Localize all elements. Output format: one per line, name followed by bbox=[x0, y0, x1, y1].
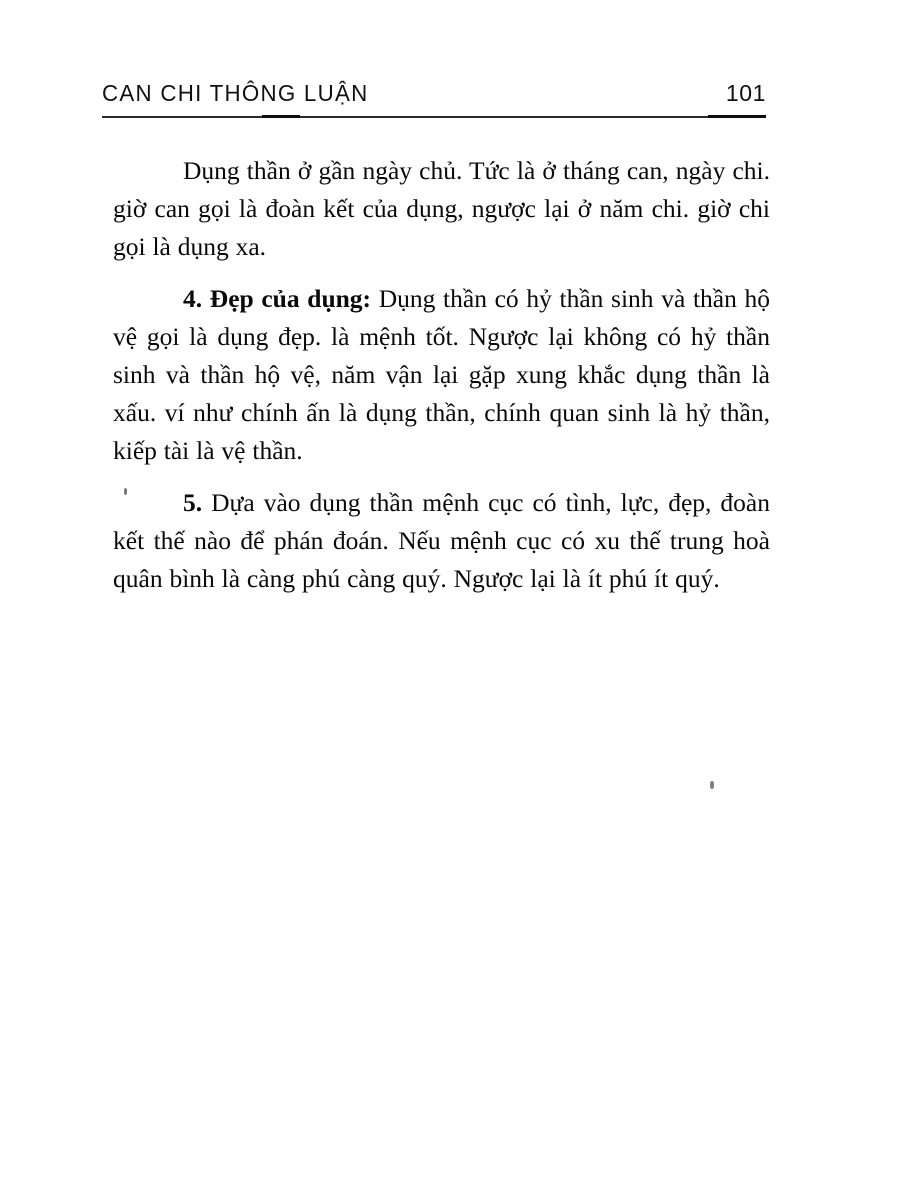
header-divider bbox=[102, 116, 766, 118]
section-5-heading: 5. bbox=[183, 488, 203, 517]
page-title: CAN CHI THÔNG LUẬN bbox=[102, 80, 369, 106]
section-4-heading: 4. Đẹp của dụng: bbox=[183, 284, 372, 313]
paragraph-1 bbox=[113, 152, 770, 266]
scan-speck-left bbox=[124, 488, 127, 495]
paragraph-2-text: Dụng thần có hỷ thần sinh và thần hộ vệ gọi là dụng đẹp. là mệnh tốt. Ngược lại không có hỷ thần sinh và thần hộ vệ, năm vận lại gặp xung khắc dụng thần là xấu. ví như chính ấn là dụng thần, chính quan sinh là hỷ thần, kiếp tài là vệ thần. bbox=[113, 284, 770, 465]
paragraph-3-text: Dựa vào dụng thần mệnh cục có tình, lực, đẹp, đoàn kết thế nào để phán đoán. Nếu mệnh cục có xu thế trung hoà quân bình là càng phú càng quý. Ngược lại là ít phú ít quý. bbox=[113, 488, 770, 593]
page-number: 101 bbox=[725, 80, 766, 106]
paragraph-1-text: Dụng thần ở gần ngày chủ. Tức là ở tháng can, ngày chi. giờ can gọi là đoàn kết của dụng, ngược lại ở năm chi. giờ chi gọi là dụng xa. bbox=[113, 156, 770, 261]
body-text-column bbox=[113, 152, 770, 598]
paragraph-3 bbox=[113, 484, 770, 598]
paragraph-2 bbox=[113, 280, 770, 470]
scan-speck-right bbox=[710, 781, 714, 789]
running-head bbox=[102, 80, 766, 112]
